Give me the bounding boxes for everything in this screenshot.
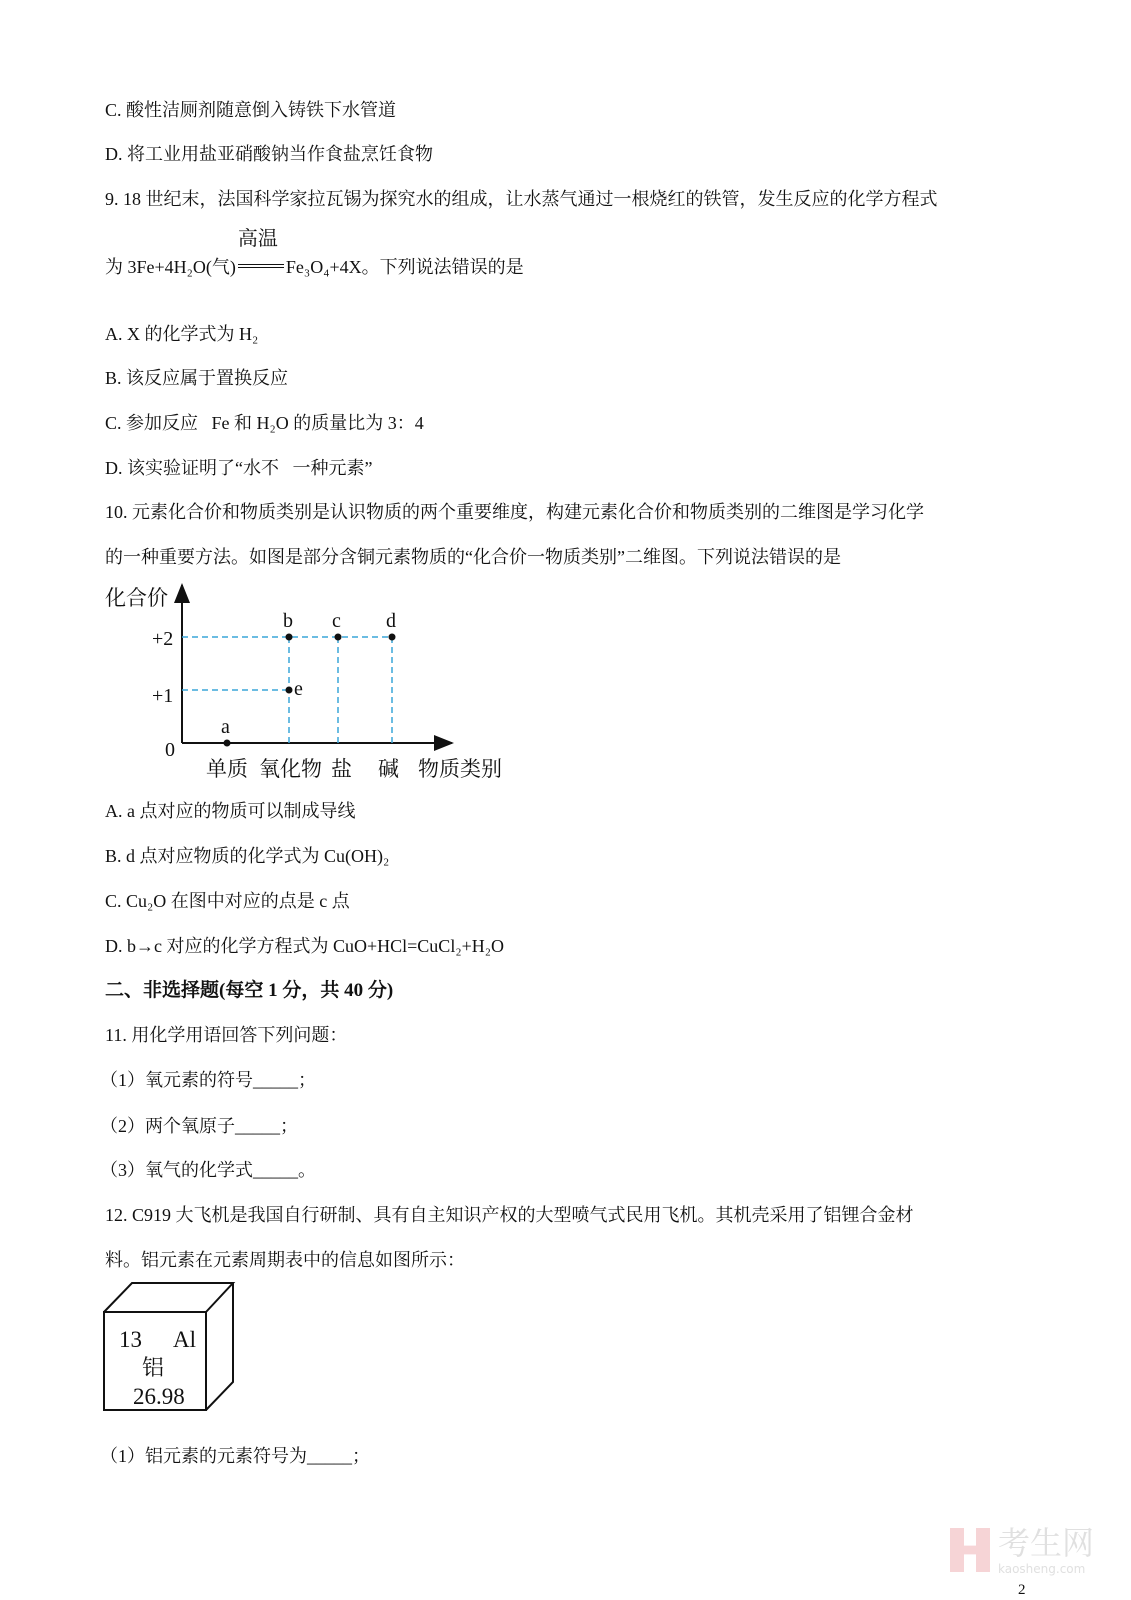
- point-label-b: b: [283, 610, 293, 632]
- data-point-d: [389, 634, 396, 641]
- point-label-e: e: [294, 678, 303, 700]
- q12-stem-line2: 料。铝元素在元素周期表中的信息如图所示：: [105, 1250, 465, 1270]
- x-tick: 盐: [331, 757, 352, 781]
- watermark-subtext: kaosheng.com: [998, 1562, 1086, 1576]
- q9-stem-line1: 9. 18 世纪末，法国科学家拉瓦锡为探究水的组成，让水蒸气通过一根烧红的铁管，发生反应的化学方程式: [105, 189, 938, 209]
- q9-option-d: D. 该实验证明了“水不 一种元素”: [105, 458, 373, 478]
- atomic-number: 13: [119, 1327, 142, 1352]
- data-points: [221, 610, 396, 747]
- q10-option-b: B. d 点对应物质的化学式为 Cu(OH)₂: [105, 846, 390, 866]
- q9-option-c: C. 参加反应 Fe 和 H₂O 的质量比为 3：4: [105, 413, 424, 433]
- atomic-mass: 26.98: [133, 1384, 185, 1409]
- q10-stem-line2: 的一种重要方法。如图是部分含铜元素物质的“化合价一物质类别”二维图。下列说法错误的是: [105, 547, 841, 567]
- equation-products: Fe₃O₄+4X。下列说法错误的是: [285, 257, 524, 277]
- q9-option-a: A. X 的化学式为 H₂: [105, 324, 259, 344]
- element-cube: [90, 1275, 250, 1420]
- data-point-a: [224, 740, 231, 747]
- x-tick: 氧化物: [259, 757, 322, 781]
- x-tick: 碱: [378, 757, 399, 781]
- y-tick: 0: [165, 739, 175, 761]
- y-tick: +2: [152, 628, 174, 650]
- point-label-d: d: [386, 610, 396, 632]
- equation-reactants: 为 3Fe+4H₂O(气): [105, 257, 236, 277]
- section-heading: 二、非选择题(每空 1 分，共 40 分): [105, 980, 394, 1001]
- point-label-a: a: [221, 716, 230, 738]
- element-name: 铝: [142, 1355, 165, 1380]
- y-axis-label: 化合价: [105, 586, 168, 610]
- q10-stem-line1: 10. 元素化合价和物质类别是认识物质的两个重要维度，构建元素化合价和物质类别的二维图是学习化学: [105, 502, 924, 522]
- watermark-text: 考生网: [998, 1524, 1095, 1562]
- reaction-condition: 高温: [237, 228, 278, 250]
- y-tick: +1: [152, 685, 174, 707]
- q8-option-c: C. 酸性洁厕剂随意倒入铸铁下水管道: [105, 100, 397, 120]
- q8-option-d: D. 将工业用盐亚硝酸钠当作食盐烹饪食物: [105, 144, 433, 164]
- q10-option-a: A. a 点对应的物质可以制成导线: [105, 801, 356, 821]
- valence-category-diagram: [0, 0, 1131, 790]
- q12-stem-line1: 12. C919 大飞机是我国自行研制、具有自主知识产权的大型喷气式民用飞机。其机壳采用了铝锂合金材: [105, 1205, 914, 1225]
- data-point-b: [286, 634, 293, 641]
- element-symbol: Al: [173, 1327, 196, 1352]
- q11-stem: 11. 用化学用语回答下列问题：: [105, 1025, 348, 1045]
- page-number: 2: [1018, 1582, 1026, 1598]
- q10-option-d: D. b→c 对应的化学方程式为 CuO+HCl=CuCl₂+H₂O: [105, 936, 505, 956]
- x-axis-label: 物质类别: [418, 757, 502, 781]
- q11-part1: （1）氧元素的符号_____；: [100, 1070, 316, 1090]
- point-label-c: c: [332, 610, 341, 632]
- watermark-logo: [950, 1526, 1110, 1576]
- q9-option-b: B. 该反应属于置换反应: [105, 368, 289, 388]
- q11-part2: （2）两个氧原子_____；: [100, 1116, 298, 1136]
- data-point-c: [335, 634, 342, 641]
- q10-option-c: C. Cu₂O 在图中对应的点是 c 点: [105, 891, 350, 911]
- x-tick: 单质: [206, 757, 248, 781]
- q11-part3: （3）氧气的化学式_____。: [100, 1160, 316, 1180]
- data-point-e: [286, 687, 293, 694]
- q12-part1: （1）铝元素的元素符号为_____；: [100, 1446, 370, 1466]
